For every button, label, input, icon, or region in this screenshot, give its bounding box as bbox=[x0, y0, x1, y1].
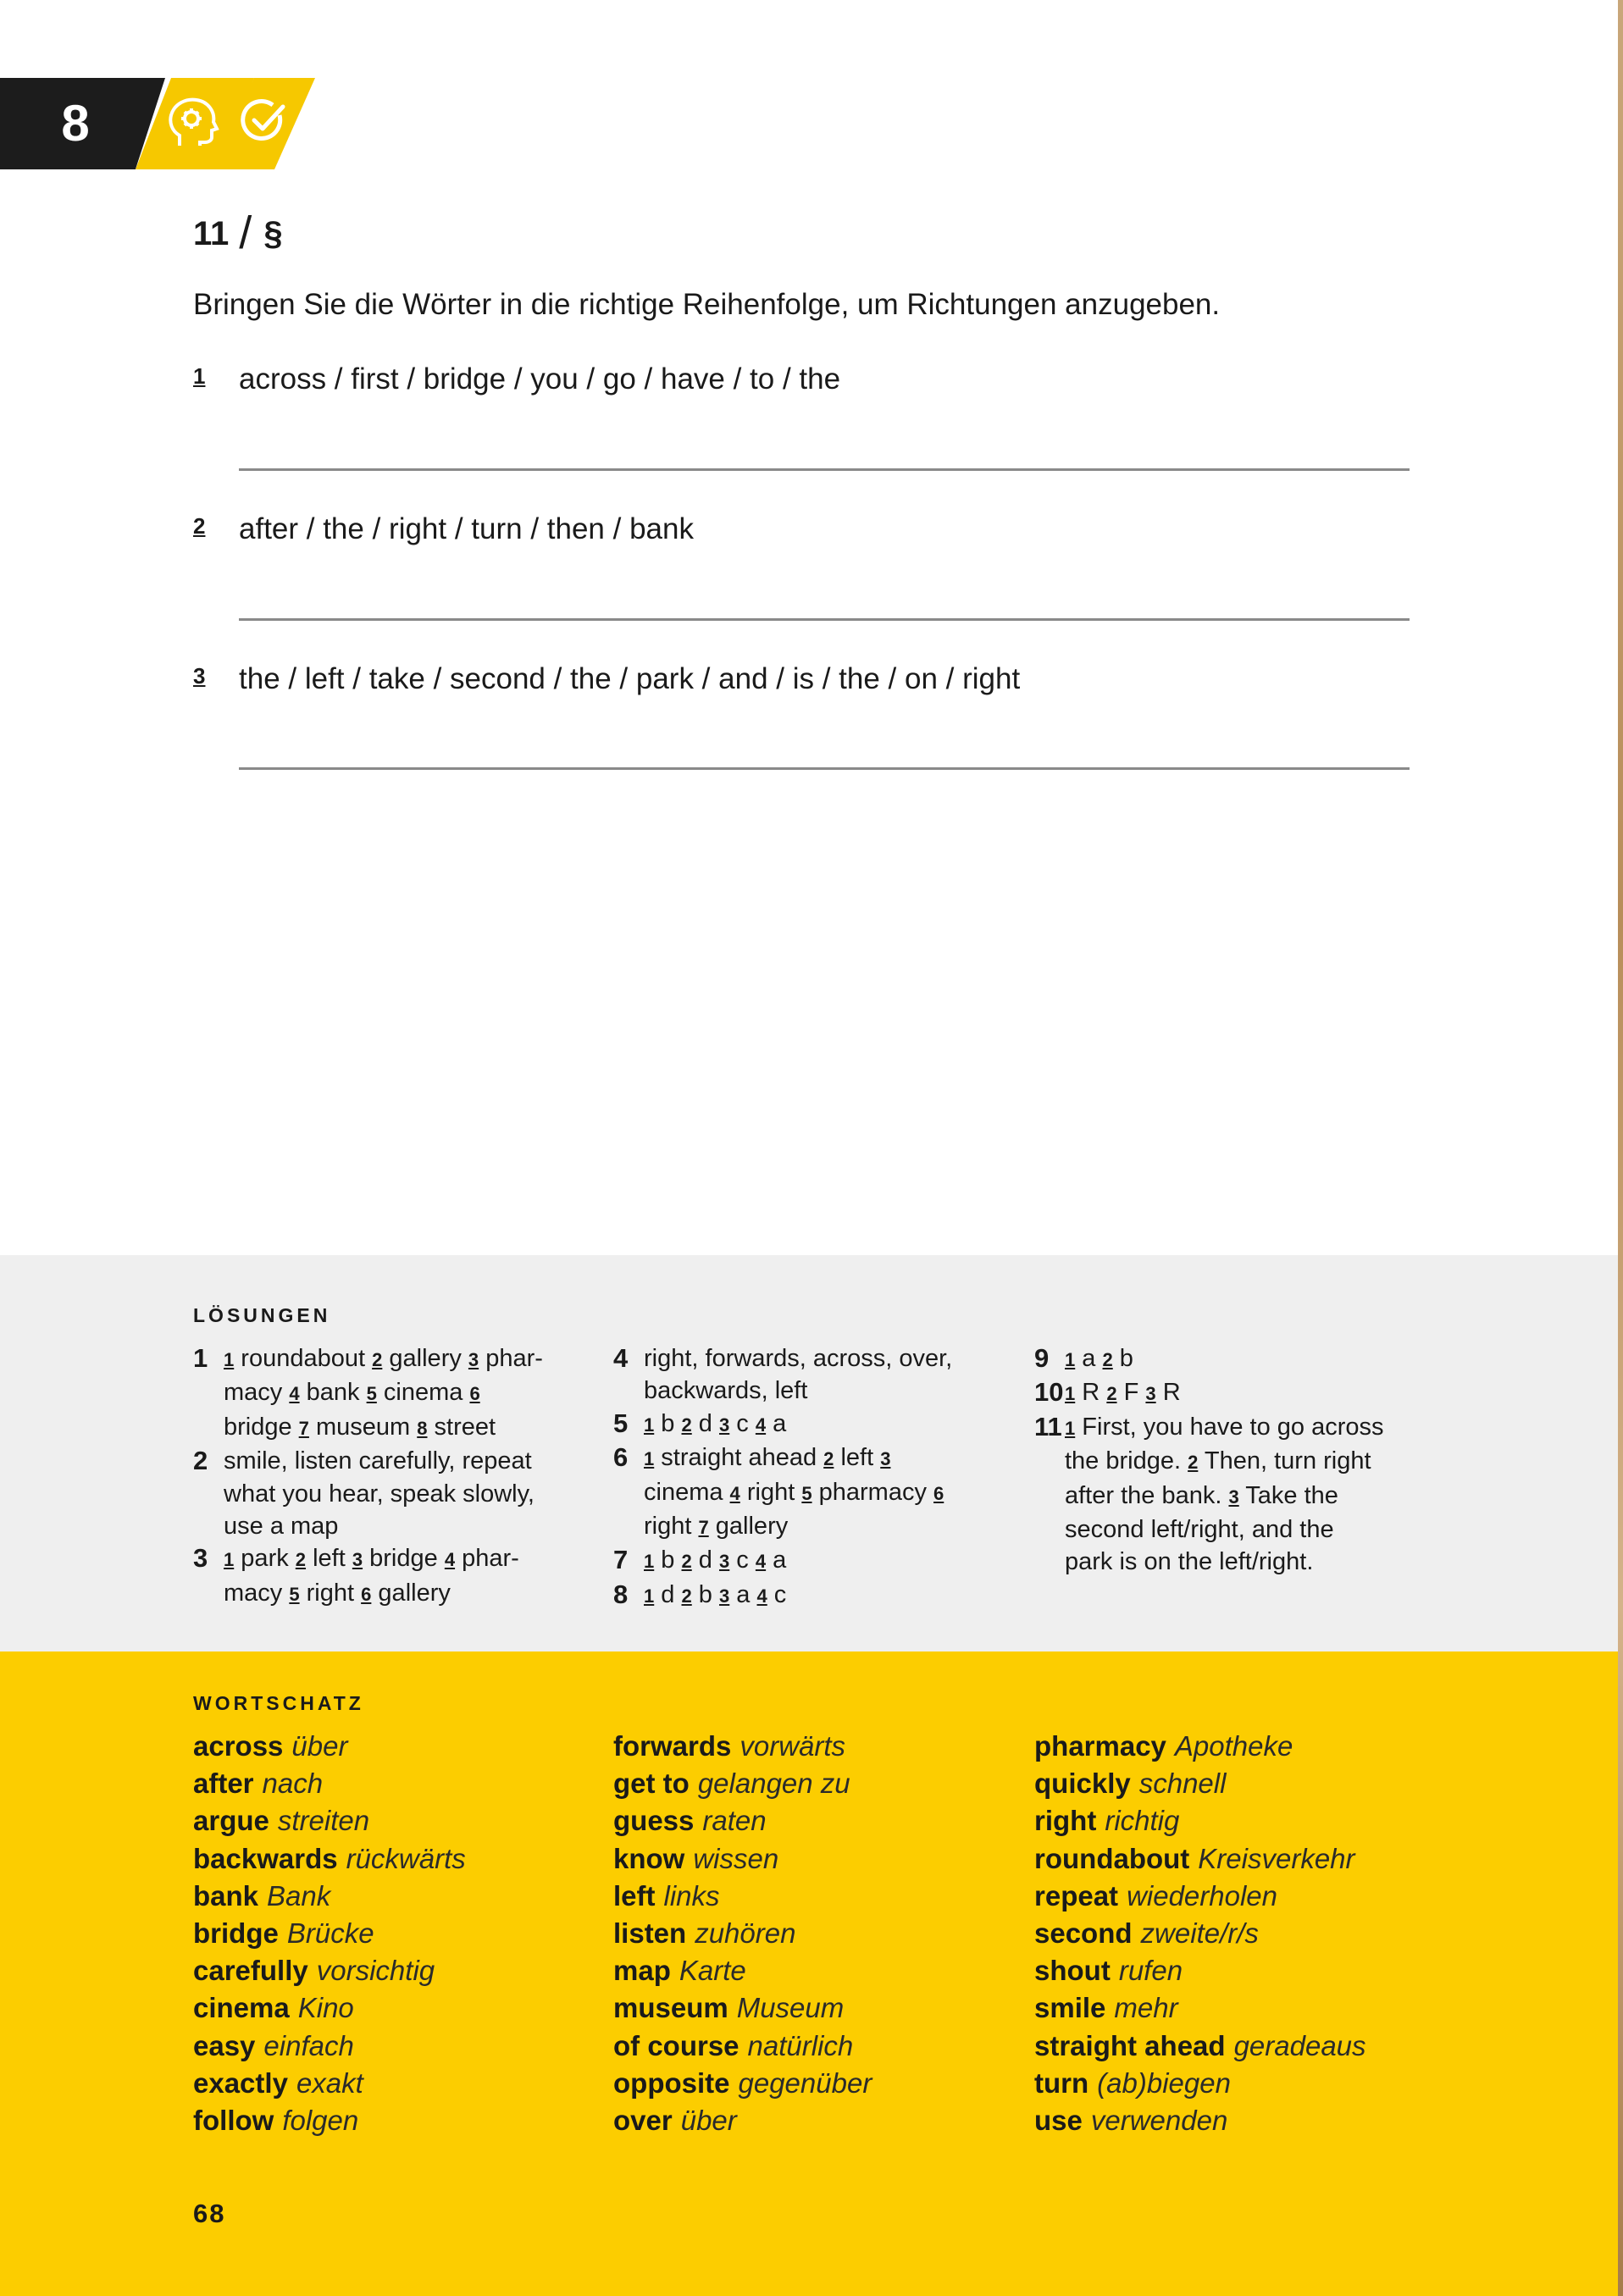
solution-text: 1 b 2 d 3 c 4 a bbox=[644, 1409, 787, 1437]
vocabulary-entry bbox=[1034, 1728, 1366, 1765]
german-translation: richtig bbox=[1105, 1805, 1180, 1837]
english-word: forwards bbox=[613, 1730, 732, 1762]
english-word: shout bbox=[1034, 1955, 1111, 1987]
vocabulary-column-3 bbox=[1034, 1728, 1366, 2139]
solution-text: 1 R 2 F 3 R bbox=[1065, 1379, 1181, 1407]
english-word: easy bbox=[193, 2029, 256, 2061]
english-word: opposite bbox=[613, 2066, 730, 2099]
german-translation: zweite/r/s bbox=[1140, 1917, 1259, 1950]
vocabulary-title: WORTSCHATZ bbox=[193, 1692, 364, 1714]
vocabulary-entry bbox=[193, 2028, 466, 2065]
german-translation: einfach bbox=[263, 2029, 354, 2061]
english-word: left bbox=[613, 1879, 656, 1911]
english-word: backwards bbox=[193, 1842, 338, 1874]
english-word: get to bbox=[613, 1768, 690, 1800]
english-word: across bbox=[193, 1730, 284, 1762]
solution-entry bbox=[193, 1342, 566, 1445]
german-translation: vorwärts bbox=[739, 1730, 846, 1762]
vocabulary-entry bbox=[1034, 1878, 1366, 1915]
english-word: turn bbox=[1034, 2066, 1089, 2099]
solution-entry bbox=[613, 1441, 986, 1544]
vocabulary-entry bbox=[1034, 1915, 1366, 1952]
english-word: cinema bbox=[193, 1992, 290, 2024]
german-translation: Karte bbox=[679, 1955, 746, 1987]
english-word: follow bbox=[193, 2105, 274, 2137]
english-word: use bbox=[1034, 2105, 1083, 2137]
vocabulary-entry bbox=[193, 2065, 466, 2102]
vocabulary-entry bbox=[1034, 2028, 1366, 2065]
english-word: know bbox=[613, 1842, 685, 1874]
vocabulary-entry bbox=[193, 1915, 466, 1952]
vocabulary-entry bbox=[613, 1878, 872, 1915]
german-translation: Brücke bbox=[286, 1917, 374, 1950]
english-word: carefully bbox=[193, 1955, 308, 1987]
german-translation: verwenden bbox=[1090, 2105, 1228, 2137]
german-translation: rückwärts bbox=[346, 1842, 466, 1874]
vocabulary-entry bbox=[613, 1840, 872, 1878]
exercise-heading bbox=[193, 203, 283, 256]
solution-entry bbox=[1034, 1411, 1407, 1579]
solution-number: 7 bbox=[613, 1545, 629, 1575]
solution-number: 10 bbox=[1034, 1377, 1064, 1408]
solution-number: 2 bbox=[193, 1446, 208, 1476]
german-translation: wissen bbox=[693, 1842, 779, 1874]
german-translation: folgen bbox=[282, 2105, 359, 2137]
check-circle-icon bbox=[239, 97, 290, 147]
solution-entry bbox=[1034, 1376, 1407, 1410]
solution-number: 11 bbox=[1034, 1411, 1062, 1441]
german-translation: Apotheke bbox=[1174, 1730, 1293, 1762]
english-word: museum bbox=[613, 1992, 728, 2024]
english-word: bridge bbox=[193, 1917, 279, 1950]
english-word: repeat bbox=[1034, 1879, 1119, 1911]
vocabulary-entry bbox=[193, 1765, 466, 1802]
german-translation: rufen bbox=[1118, 1955, 1183, 1987]
head-gear-icon bbox=[163, 93, 222, 152]
english-word: exactly bbox=[193, 2066, 288, 2099]
english-word: bank bbox=[193, 1879, 259, 1911]
german-translation: Kino bbox=[297, 1992, 354, 2024]
solution-text: 1 First, you have to go across the bridge. 2 Then, turn right after the bank. 3 Take the second left/right, and the park is on the left/right. bbox=[1065, 1413, 1384, 1576]
answer-line[interactable] bbox=[239, 468, 1410, 471]
vocabulary-entry bbox=[613, 2065, 872, 2102]
solution-number: 5 bbox=[613, 1408, 629, 1438]
solution-text: 1 roundabout 2 gallery 3 phar- macy 4 bank 5 cinema 6 bridge 7 museum 8 street bbox=[224, 1345, 543, 1441]
german-translation: über bbox=[680, 2105, 737, 2137]
solution-text: 1 straight ahead 2 left 3 cinema 4 right 5 pharmacy 6 right 7 gallery bbox=[644, 1444, 944, 1541]
english-word: listen bbox=[613, 1917, 687, 1950]
solutions-column-3 bbox=[1034, 1342, 1407, 1579]
vocabulary-column-1 bbox=[193, 1728, 466, 2139]
vocabulary-entry bbox=[193, 1840, 466, 1878]
solution-text: 1 b 2 d 3 c 4 a bbox=[644, 1546, 787, 1574]
german-translation: exakt bbox=[296, 2066, 363, 2099]
solution-text: 1 a 2 b bbox=[1065, 1345, 1133, 1372]
german-translation: mehr bbox=[1114, 1992, 1178, 2024]
german-translation: zuhören bbox=[695, 1917, 796, 1950]
solution-entry bbox=[613, 1408, 986, 1441]
german-translation: Kreisverkehr bbox=[1198, 1842, 1355, 1874]
solution-text: 1 park 2 left 3 bridge 4 phar- macy 5 right 6 gallery bbox=[224, 1545, 519, 1607]
english-word: argue bbox=[193, 1805, 269, 1837]
german-translation: (ab)biegen bbox=[1097, 2066, 1231, 2099]
vocabulary-entry bbox=[613, 2102, 872, 2139]
vocabulary-column-2 bbox=[613, 1728, 872, 2139]
german-translation: streiten bbox=[277, 1805, 370, 1837]
vocabulary-entry bbox=[613, 1765, 872, 1802]
english-word: smile bbox=[1034, 1992, 1106, 2024]
item-words: after / the / right / turn / then / bank bbox=[239, 512, 694, 545]
german-translation: vorsichtig bbox=[316, 1955, 435, 1987]
answer-line[interactable] bbox=[239, 767, 1410, 770]
item-words: across / first / bridge / you / go / have / to / the bbox=[239, 362, 841, 396]
english-word: second bbox=[1034, 1917, 1133, 1950]
solution-text: smile, listen carefully, repeat what you hear, speak slowly, use a map bbox=[224, 1447, 535, 1541]
solutions-title: LÖSUNGEN bbox=[193, 1304, 331, 1326]
item-words: the / left / take / second / the / park / and / is / the / on / right bbox=[239, 662, 1021, 695]
solution-entry bbox=[613, 1579, 986, 1613]
german-translation: geradeaus bbox=[1233, 2029, 1366, 2061]
section-symbol: § bbox=[263, 215, 283, 252]
vocabulary-entry bbox=[1034, 1952, 1366, 1989]
vocabulary-entry bbox=[193, 1878, 466, 1915]
english-word: roundabout bbox=[1034, 1842, 1190, 1874]
german-translation: gegenüber bbox=[738, 2066, 872, 2099]
vocabulary-entry bbox=[1034, 2102, 1366, 2139]
german-translation: Bank bbox=[267, 1879, 331, 1911]
vocabulary-entry bbox=[613, 1952, 872, 1989]
exercise-item bbox=[193, 362, 840, 396]
vocabulary-entry bbox=[193, 1728, 466, 1765]
exercise-item bbox=[193, 512, 694, 546]
solutions-column-2 bbox=[613, 1342, 986, 1613]
solution-number: 8 bbox=[613, 1579, 629, 1609]
vocabulary-entry bbox=[1034, 2065, 1366, 2102]
english-word: quickly bbox=[1034, 1768, 1131, 1800]
vocabulary-entry bbox=[193, 1802, 466, 1840]
english-word: straight ahead bbox=[1034, 2029, 1226, 2061]
german-translation: Museum bbox=[736, 1992, 845, 2024]
vocabulary-entry bbox=[613, 1989, 872, 2027]
solution-number: 3 bbox=[193, 1543, 208, 1574]
german-translation: über bbox=[291, 1730, 348, 1762]
english-word: over bbox=[613, 2105, 673, 2137]
vocabulary-entry bbox=[613, 2028, 872, 2065]
vocabulary-entry bbox=[193, 2102, 466, 2139]
exercise-instruction: Bringen Sie die Wörter in die richtige Reihenfolge, um Richtungen anzugeben. bbox=[193, 288, 1221, 321]
vocabulary-entry bbox=[613, 1802, 872, 1840]
vocabulary-entry bbox=[1034, 1840, 1366, 1878]
answer-line[interactable] bbox=[239, 618, 1410, 621]
vocabulary-entry bbox=[193, 1989, 466, 2027]
english-word: guess bbox=[613, 1805, 695, 1837]
vocabulary-entry bbox=[1034, 1765, 1366, 1802]
solution-text: right, forwards, across, over, backwards, left bbox=[644, 1345, 953, 1405]
solution-number: 6 bbox=[613, 1442, 629, 1473]
german-translation: natürlich bbox=[747, 2029, 854, 2061]
german-translation: schnell bbox=[1138, 1768, 1227, 1800]
solution-number: 9 bbox=[1034, 1343, 1050, 1373]
item-number: 3 bbox=[193, 663, 206, 689]
german-translation: gelangen zu bbox=[697, 1768, 850, 1800]
chapter-number: 8 bbox=[61, 95, 90, 152]
vocabulary-entry bbox=[613, 1915, 872, 1952]
vocabulary-entry bbox=[1034, 1802, 1366, 1840]
item-number: 2 bbox=[193, 513, 206, 539]
english-word: map bbox=[613, 1955, 671, 1987]
solution-entry bbox=[193, 1542, 566, 1611]
solution-entry bbox=[613, 1544, 986, 1578]
solution-entry bbox=[193, 1445, 566, 1542]
page-number: 68 bbox=[193, 2199, 226, 2228]
german-translation: nach bbox=[262, 1768, 324, 1800]
solution-text: 1 d 2 b 3 a 4 c bbox=[644, 1580, 787, 1608]
english-word: of course bbox=[613, 2029, 739, 2061]
vocabulary-entry bbox=[1034, 1989, 1366, 2027]
solution-entry bbox=[1034, 1342, 1407, 1376]
page-edge bbox=[1618, 0, 1623, 2296]
german-translation: links bbox=[663, 1879, 720, 1911]
item-number: 1 bbox=[193, 363, 206, 389]
exercise-number: 11 bbox=[193, 215, 230, 252]
vocabulary-entry bbox=[613, 1728, 872, 1765]
english-word: after bbox=[193, 1768, 254, 1800]
solutions-column-1 bbox=[193, 1342, 566, 1611]
solution-number: 4 bbox=[613, 1343, 629, 1373]
solution-number: 1 bbox=[193, 1343, 208, 1373]
english-word: right bbox=[1034, 1805, 1097, 1837]
solution-entry bbox=[613, 1342, 986, 1408]
exercise-item bbox=[193, 662, 1020, 696]
vocabulary-entry bbox=[193, 1952, 466, 1989]
german-translation: raten bbox=[702, 1805, 767, 1837]
english-word: pharmacy bbox=[1034, 1730, 1166, 1762]
german-translation: wiederholen bbox=[1127, 1879, 1278, 1911]
exercise-separator: / bbox=[239, 207, 252, 258]
